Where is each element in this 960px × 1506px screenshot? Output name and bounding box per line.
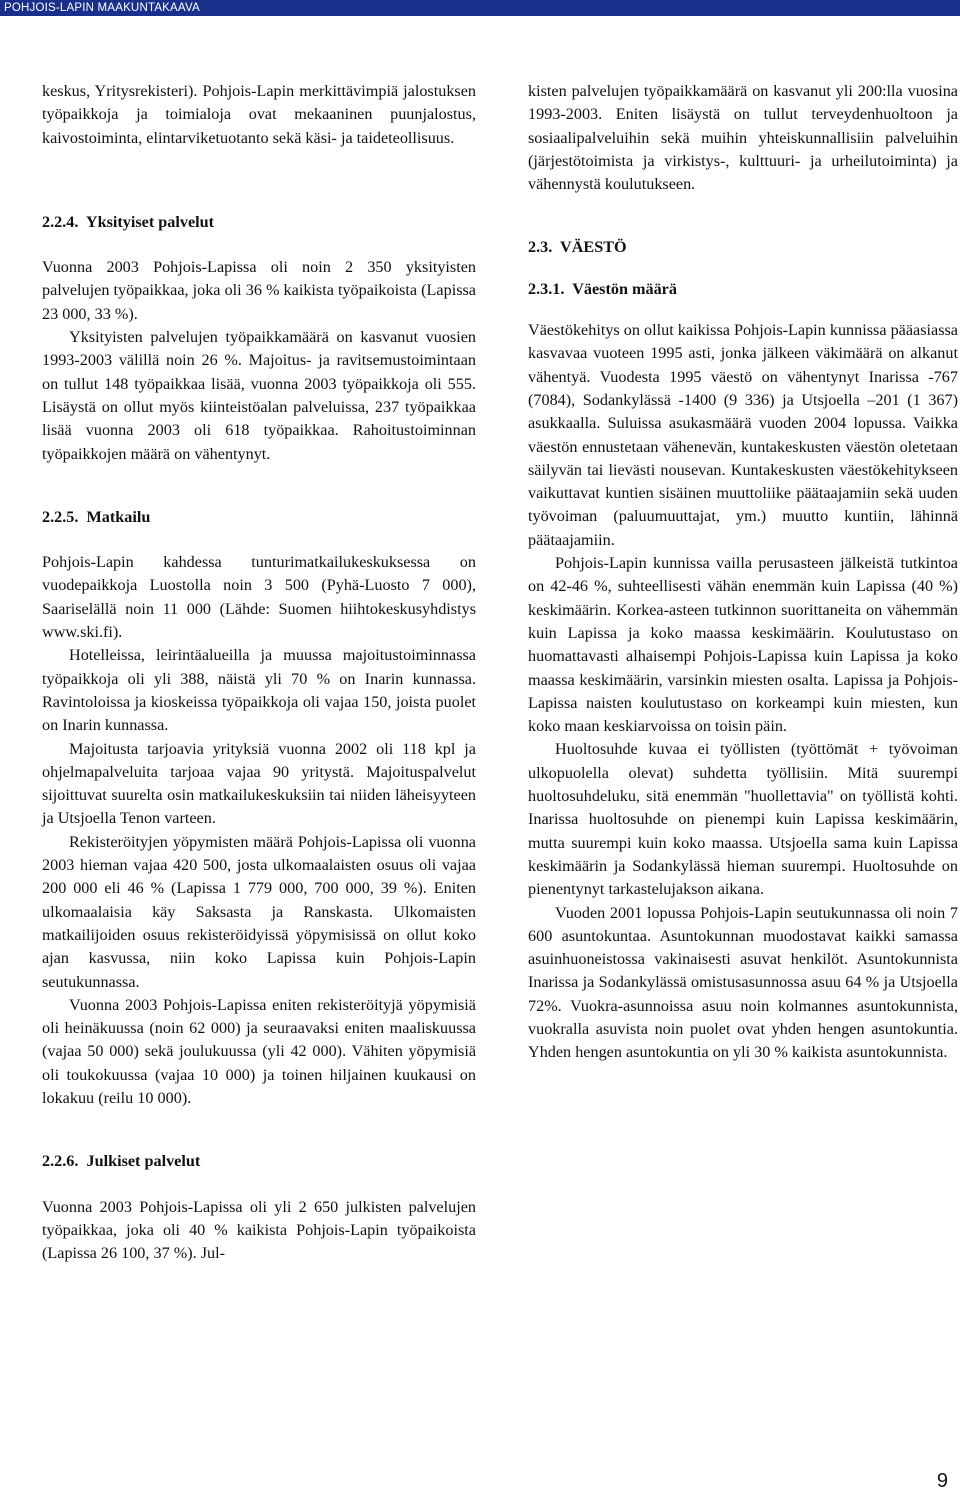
paragraph: Rekisteröityjen yöpymisten määrä Pohjois-Lapissa oli vuonna 2003 hieman vajaa 420 500, josta ulkomaalaisten osuus oli vajaa 200 000 eli 46 % (Lapissa 1 779 000, 700 000, 39 %). Eniten ulkomaalaisia käy Saksasta ja Ranskasta. Ulkomaisten matkailijoiden osuus rekisteröidyissä yöpymisissä on ollut koko ajan kasvussa, niin koko Lapissa kuin Pohjois-Lapin seutukunnassa. <box>42 832 476 991</box>
paragraph: keskus, Yritysrekisteri). Pohjois-Lapin merkittävimpiä jalostuksen työpaikkoja ja toimialoja ovat mekaaninen puunjalostus, kaivostoiminta, elintarviketuotanto sekä käsi- ja taideteollisuus. <box>42 82 476 147</box>
section-title: VÄESTÖ <box>560 238 627 257</box>
section-heading-2-2-5 <box>42 506 476 529</box>
running-header-title: POHJOIS-LAPIN MAAKUNTAKAAVA <box>4 2 200 14</box>
running-header <box>0 0 960 16</box>
section-number: 2.3.1. <box>528 279 565 298</box>
left-column <box>42 80 476 1265</box>
section-title: Yksityiset palvelut <box>85 212 215 231</box>
paragraph: Pohjois-Lapin kahdessa tunturimatkailukeskuksessa on vuodepaikkoja Luostolla noin 3 500 (Pyhä-Luosto 7 000), Saariselällä noin 11 000 (Lähde: Suomen hiihtokeskusyhdistys www.ski.fi). <box>42 553 476 642</box>
paragraph: Vuonna 2003 Pohjois-Lapissa eniten rekisteröityjä yöpymisiä oli heinäkuussa (noin 62 000) ja seuraavaksi eniten maaliskuussa (vajaa 50 000) sekä joulukuussa (yli 42 000). Vähiten yöpymisiä oli toukokuussa (vajaa 10 000) ja toinen hiljainen kuukausi on lokakuu (reilu 10 000). <box>42 995 476 1107</box>
section-heading-2-3 <box>528 236 958 259</box>
section-number: 2.3. <box>528 238 553 257</box>
paragraph: Hotelleissa, leirintäalueilla ja muussa majoitustoiminnassa työpaikkoja oli yli 388, näistä yli 70 % on Inarin kunnassa. Ravintoloissa ja kioskeissa työpaikkoja oli vajaa 150, joista puolet on Inarin kunnassa. <box>42 646 476 735</box>
section-title: Väestön määrä <box>572 279 677 298</box>
paragraph: Majoitusta tarjoavia yrityksiä vuonna 2002 oli 118 kpl ja ohjelmapalveluita tarjoaa vajaa 90 yritystä. Majoituspalvelut sijoittuvat suurelta osin matkailukeskuksiin tai niiden läheisyyteen ja Utsjoella Tenon varteen. <box>42 739 476 828</box>
paragraph: Pohjois-Lapin kunnissa vailla perusasteen jälkeistä tutkintoa on 42-46 %, suhteellisesti vähän enemmän kuin Lapissa (40 %) keskimäärin. Korkea-asteen tutkinnon suorittaneita on vähemmän kuin Lapissa ja koko maassa keskimäärin. Koulutustaso on huomattavasti alhaisempi Pohjois-Lapissa kuin Lapissa ja koko maassa keskimäärin, varsinkin miesten osalta. Lapissa ja Pohjois-Lapissa naisten koulutustaso on korkeampi kuin miesten, kun koko maan keskiarvoissa on toisin päin. <box>528 554 958 736</box>
section-title: Matkailu <box>86 507 151 526</box>
section-number: 2.2.5. <box>42 507 79 526</box>
paragraph: Väestökehitys on ollut kaikissa Pohjois-Lapin kunnissa pääasiassa kasvavaa vuoteen 1995 asti, jonka jälkeen väkimäärä on alkanut vähentyä. Vuodesta 1995 väestö on vähentynyt Inarissa -767 (7084), Sodankylässä -1400 (9 336) ja Utsjoella –201 (1 367) asukkaalla. Suluissa asukasmäärä vuoden 2004 lopussa. Vaikka väestön ennustetaan vähenevän, kuntakeskusten väestön oletetaan säilyvän tai lievästi nousevan. Kuntakeskusten väestökehitykseen vaikuttavat kuntien sisäinen muuttoliike päätaajamiin sekä uuden työvoiman (paluumuuttajat, ym.) muutto kuntiin, lähinnä päätaajamiin. <box>528 321 958 549</box>
section-title: Julkiset palvelut <box>86 1152 201 1171</box>
paragraph: Vuonna 2003 Pohjois-Lapissa oli noin 2 350 yksityisten palvelujen työpaikkaa, joka oli 36 % kaikista työpaikoista (Lapissa 23 000, 33 %). <box>42 258 476 323</box>
section-heading-2-3-1 <box>528 278 958 301</box>
section-number: 2.2.6. <box>42 1152 79 1171</box>
paragraph: kisten palvelujen työpaikkamäärä on kasvanut yli 200:lla vuosina 1993-2003. Eniten lisäystä on tullut terveydenhuoltoon ja sosiaalipalveluihin sekä muihin yhteiskunnallisiin palveluihin (järjestötoimista ja virkistys-, kulttuuri- ja urheilutoiminta) ja vähennystä koulutukseen. <box>528 82 958 194</box>
paragraph: Huoltosuhde kuvaa ei työllisten (työttömät + työvoiman ulkopuolella olevat) suhdetta työllisiin. Mitä suurempi huoltosuhdeluku, sitä enemmän "huollettavia" on työllistä kohti. Inarissa huoltosuhde on pienempi kuin Lapissa keskimäärin, mutta suurempi kuin koko maassa. Utsjoella sama kuin Lapissa keskimäärin ja Sodankylässä hieman suurempi. Huoltosuhde on pienentynyt tarkastelujakson aikana. <box>528 740 958 899</box>
right-column <box>528 80 958 1065</box>
paragraph: Yksityisten palvelujen työpaikkamäärä on kasvanut vuosien 1993-2003 välillä noin 26 %. Majoitus- ja ravitsemustoimintaan on tullut 148 työpaikkaa lisää, vuonna 2003 työpaikkoja oli 555. Lisäystä on ollut myös kiinteistöalan palveluissa, 237 työpaikkaa lisää vuonna 2003 oli 618 työpaikkaa. Rahoitustoiminnan työpaikkojen määrä on vähentynyt. <box>42 328 476 463</box>
paragraph: Vuoden 2001 lopussa Pohjois-Lapin seutukunnassa oli noin 7 600 asuntokuntaa. Asuntokunnan muodostavat kaikki samassa asuinhuoneistossa vakinaisesti asuvat henkilöt. Asuntokunnista Inarissa ja Sodankylässä omistusasunnossa asuu 64 % ja Utsjoella 72%. Vuokra-asunnoissa asuu noin kolmannes asuntokunnista, vuokralla asuvista noin puolet ovat yhden hengen asuntokuntia. Yhden hengen asuntokuntia on yli 30 % kaikista asuntokunnista. <box>528 903 958 1062</box>
section-number: 2.2.4. <box>42 212 79 231</box>
paragraph: Vuonna 2003 Pohjois-Lapissa oli yli 2 650 julkisten palvelujen työpaikkaa, joka oli 40 % kaikista Pohjois-Lapin työpaikoista (Lapissa 26 100, 37 %). Jul- <box>42 1197 476 1263</box>
section-heading-2-2-4 <box>42 211 476 234</box>
section-heading-2-2-6 <box>42 1150 476 1173</box>
page-number: 9 <box>936 1470 948 1492</box>
